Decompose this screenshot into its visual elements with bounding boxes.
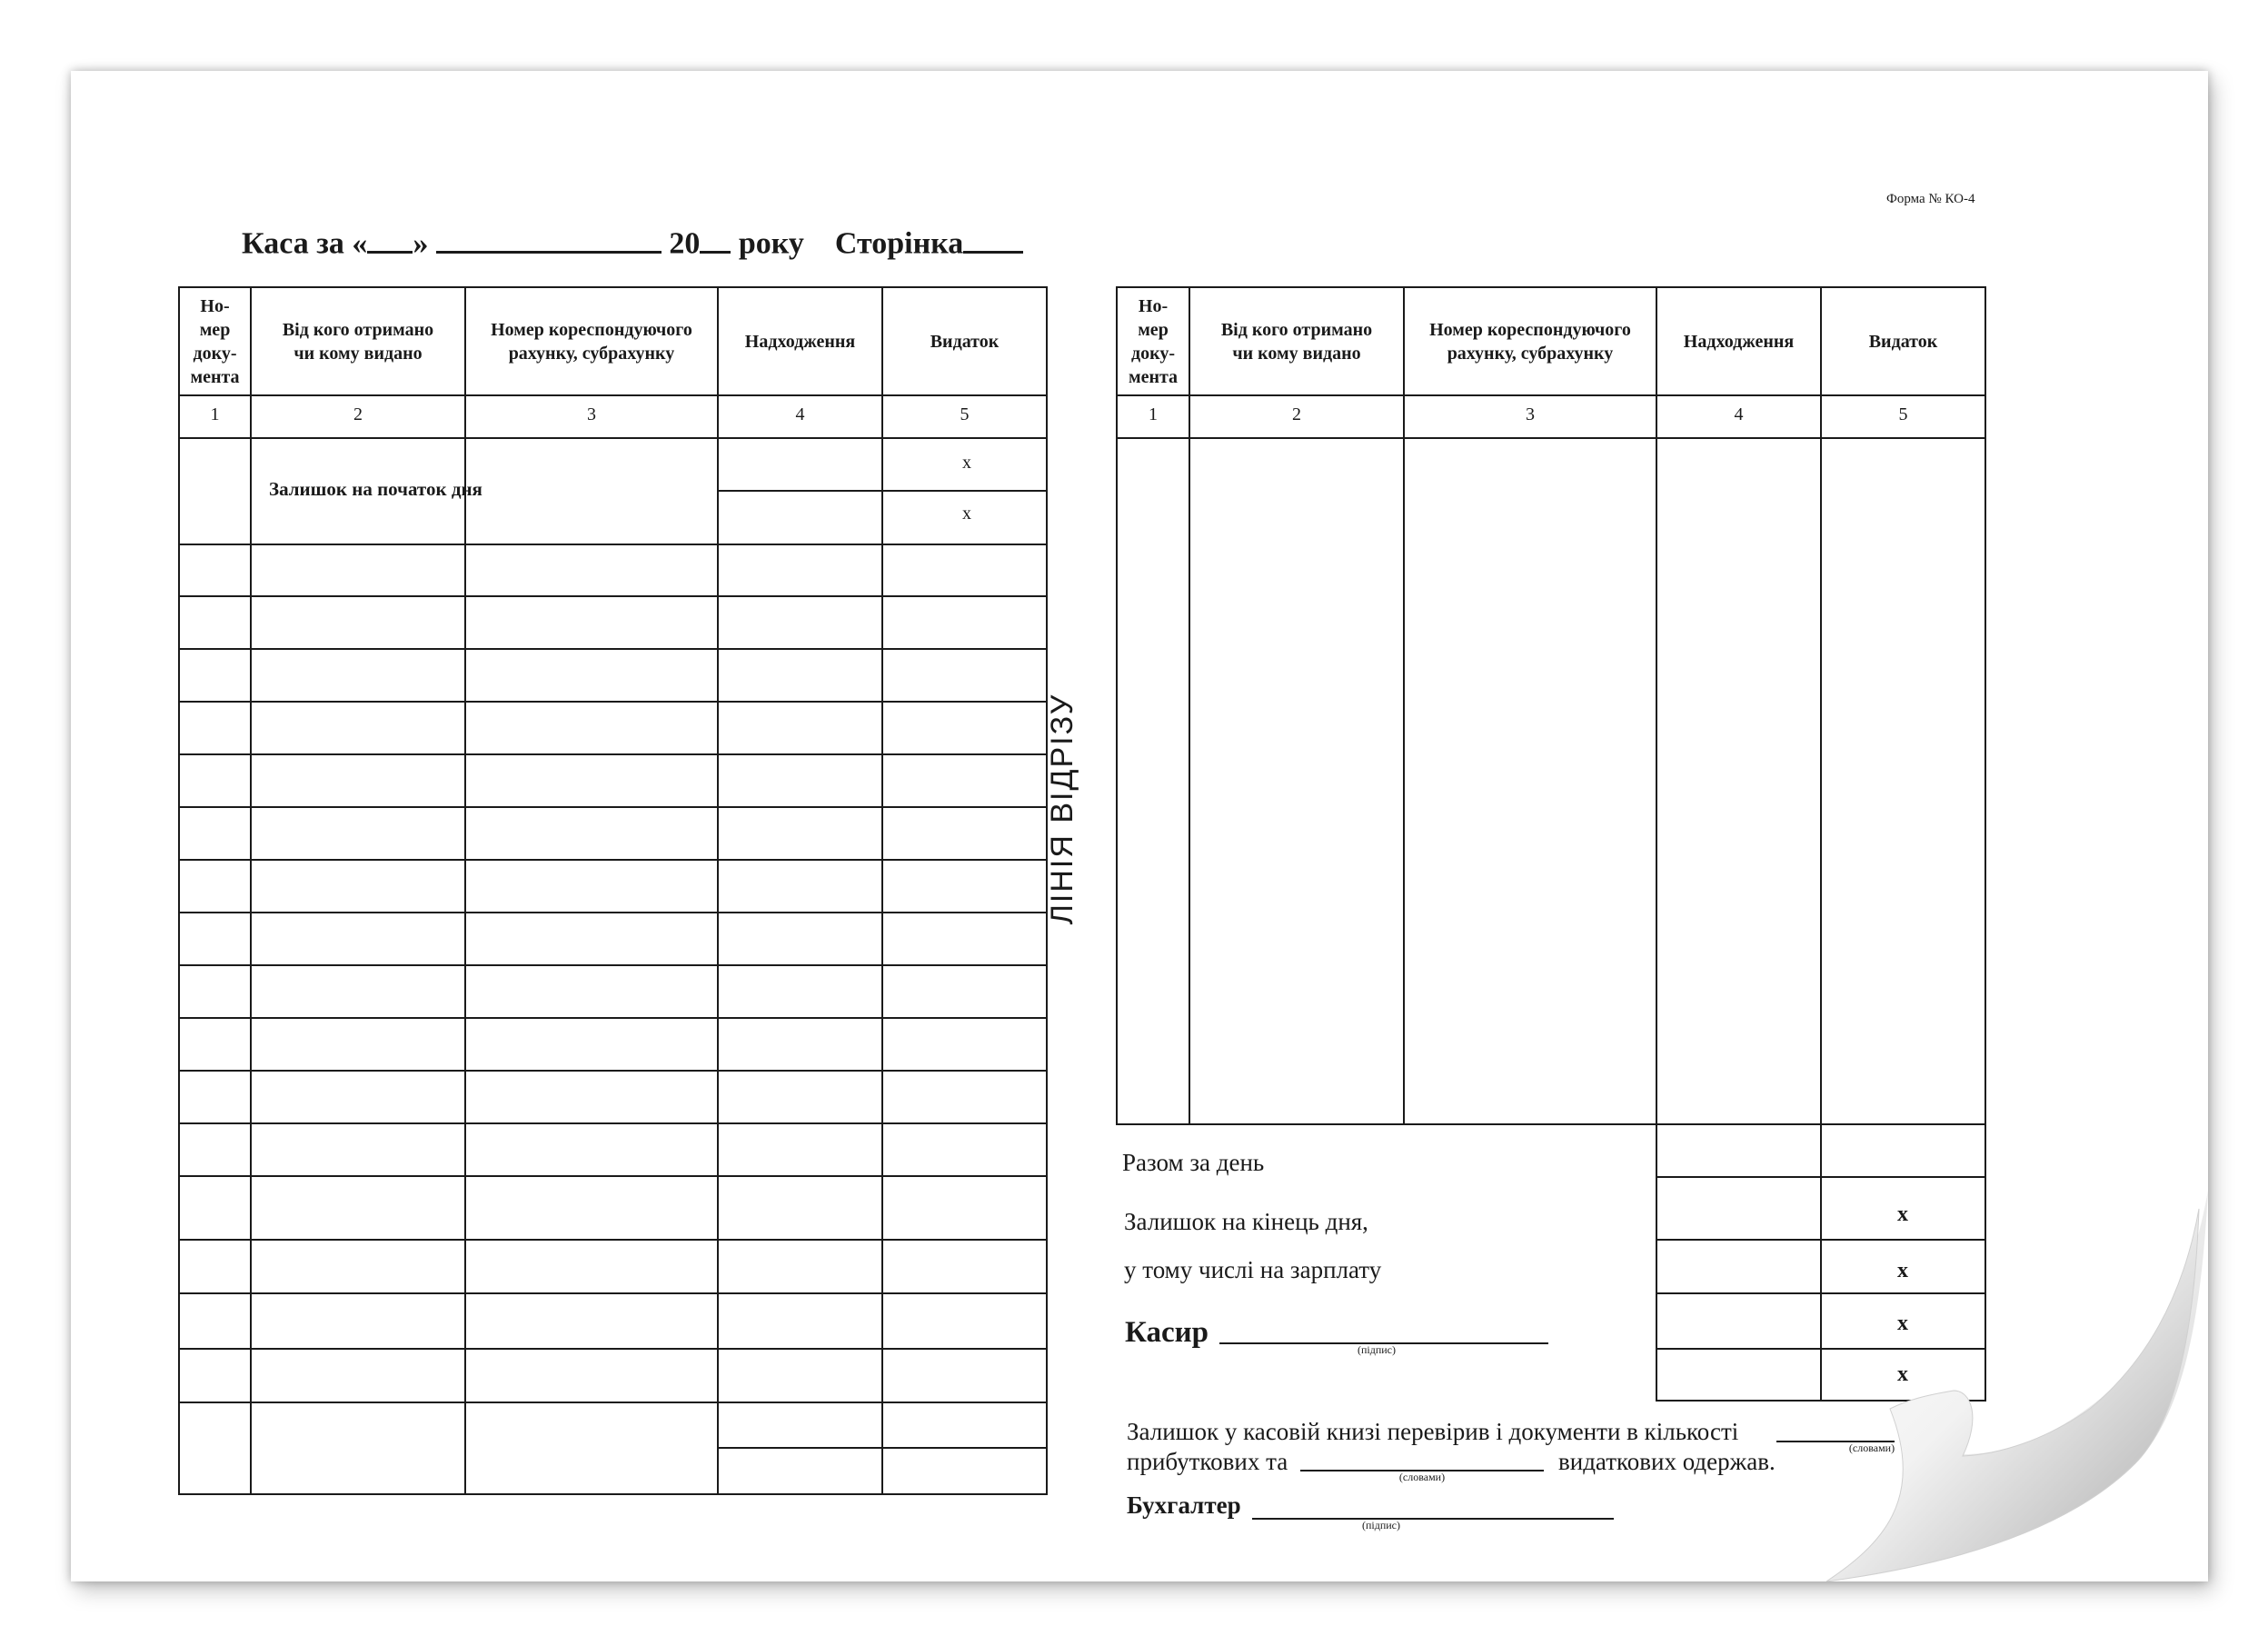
col-header-doc-number: Но- мер доку- мента: [190, 295, 240, 387]
accountant-signature-line[interactable]: [1252, 1518, 1614, 1520]
opening-balance-label: Залишок на початок дня: [269, 478, 482, 500]
cashier-label: Касир: [1125, 1316, 1209, 1349]
total-day-label: Разом за день: [1122, 1149, 1265, 1176]
verification-line-2-prefix: прибуткових та: [1127, 1448, 1288, 1475]
col-header-receipts: Надходження: [744, 331, 856, 352]
col-header-from-whom: Від кого отримано чи кому видано: [1220, 319, 1373, 364]
signature-note: (підпис): [1357, 1343, 1397, 1356]
x-mark: x: [962, 453, 971, 473]
col-header-expense: Видаток: [930, 331, 1000, 352]
title-prefix: Каса за «: [242, 226, 368, 261]
col-header-receipts: Надходження: [1683, 331, 1795, 352]
year-prefix: 20: [669, 226, 701, 261]
page-label: Сторінка: [834, 226, 964, 261]
year-field[interactable]: [700, 223, 731, 254]
page-title: [242, 223, 1023, 262]
accountant-label: Бухгалтер: [1127, 1491, 1241, 1519]
page-number-field[interactable]: [963, 223, 1023, 254]
day-field[interactable]: [367, 223, 413, 254]
cut-line-label: ЛІНІЯ ВІДРІЗУ: [1045, 693, 1079, 925]
x-mark: x: [1897, 1202, 1908, 1226]
col-number-3: 3: [1526, 404, 1535, 424]
words-note: (словами): [1848, 1441, 1895, 1454]
verification-line-2-suffix: видаткових одержав.: [1558, 1448, 1776, 1475]
x-mark: x: [1897, 1362, 1908, 1386]
col-header-from-whom: Від кого отримано чи кому видано: [282, 319, 434, 364]
col-number-1: 1: [210, 404, 220, 424]
month-field[interactable]: [436, 223, 662, 254]
x-mark: x: [1897, 1312, 1908, 1335]
words-note: (словами): [1398, 1471, 1446, 1483]
col-number-5: 5: [960, 404, 970, 424]
page-curl-graphic: [1826, 1182, 2208, 1581]
form-number: Форма № КО-4: [1886, 192, 1975, 206]
closing-balance-label: Залишок на кінець дня,: [1124, 1208, 1368, 1235]
year-suffix: року: [738, 226, 804, 261]
x-mark: x: [962, 504, 971, 524]
col-number-1: 1: [1149, 404, 1158, 424]
col-header-account: Номер кореспондуючого рахунку, субрахунку: [491, 319, 692, 364]
col-header-account: Номер кореспондуючого рахунку, субрахунку: [1429, 319, 1631, 364]
col-number-4: 4: [795, 404, 805, 424]
col-number-4: 4: [1734, 404, 1744, 424]
x-mark: x: [1897, 1259, 1908, 1282]
col-number-3: 3: [587, 404, 596, 424]
col-number-2: 2: [353, 404, 363, 424]
verification-line-1: Залишок у касовій книзі перевірив і документи в кількості: [1127, 1418, 1739, 1445]
salary-part-label: у тому числі на зарплату: [1124, 1256, 1382, 1283]
col-header-doc-number: Но- мер доку- мента: [1128, 295, 1179, 387]
col-number-2: 2: [1292, 404, 1301, 424]
col-header-expense: Видаток: [1868, 331, 1938, 352]
title-quote-close: »: [413, 226, 429, 261]
col-number-5: 5: [1898, 404, 1908, 424]
signature-note: (підпис): [1361, 1519, 1401, 1531]
